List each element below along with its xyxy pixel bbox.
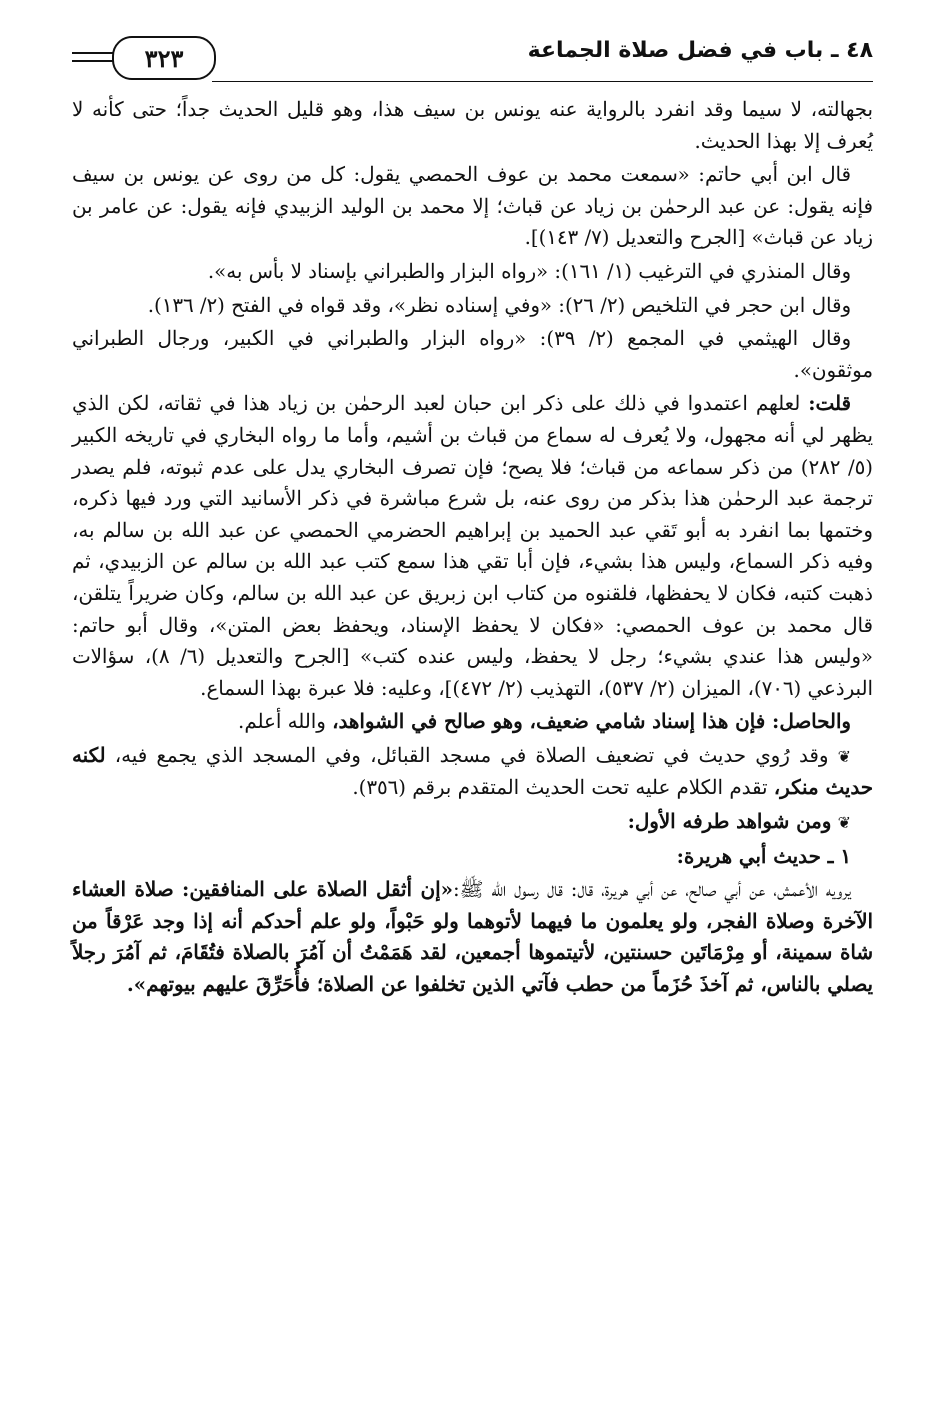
- paragraph-text: يرويه الأعمش، عن أبي صالح، عن أبي هريرة، قال: قال رسول الله ﷺ:: [452, 878, 851, 902]
- section-heading-text: ومن شواهد طرفه الأول:: [627, 809, 832, 834]
- paragraph-text: وقال الهيثمي في المجمع (٢/ ٣٩): «رواه البزار والطبراني في الكبير، ورجال الطبراني موثقون».: [72, 327, 873, 382]
- paragraph: [72, 256, 873, 288]
- paragraph-text: والله أعلم.: [238, 710, 326, 734]
- paragraph: [72, 94, 873, 157]
- paragraph: [72, 874, 873, 1000]
- paragraph-text: لعلهم اعتمدوا في ذلك على ذكر ابن حبان لعبد الرحمٰن بن زياد هذا في ثقاته، لكن الذي يظهر لي أنه مجهول، ولا يُعرف له سماع من قباث بن أشيم، وأما ما رواه البخاري في تاريخه الكبير (٥/ ٢٨٢) من ذكر سماعه من قباث؛ فلا يصح؛ فإن تصرف البخاري يدل على عدم ثبوته، فلم يصدر ترجمة عبد الرحمٰن هذا بذكر من روى عنه، بل شرع مباشرة في ذكر الأسانيد التي ورد فيها ذكره، وختمها بما انفرد به أبو تَقي عبد الحميد بن إبراهيم الحضرمي الحمصي عن عبد الله بن سالم به، وفيه ذكر السماع، وليس هذا بشيء، فإن أبا تقي هذا سمع كتب عبد الله بن سالم عن الزبيدي، ثم ذهبت كتبه، فكان لا يحفظها، فلقنوه من كتاب ابن زبريق عن عبد الله بن سالم، وكان ضريراً يتلقن، قال محمد بن عوف الحمصي: «فكان لا يحفظ الإسناد، ويحفظ بعض المتن»، وقال أبو حاتم: «وليس هذا عندي بشيء؛ رجل لا يحفظ، وليس عنده كتب» [الجرح والتعديل (٦/ ٨)، سؤالات البرذعي (٧٠٦)، الميزان (٢/ ٥٣٧)، التهذيب (٢/ ٤٧٢)]، وعليه: فلا عبرة بهذا السماع.: [72, 392, 874, 700]
- paragraph: [72, 706, 873, 738]
- subsection-heading: [72, 841, 873, 873]
- paragraph-text: بجهالته، لا سيما وقد انفرد بالرواية عنه يونس بن سيف هذا، وهو قليل الحديث جداً؛ حتى كأنه لا يُعرف إلا بهذا الحديث.: [72, 98, 873, 153]
- paragraph-text: وقال المنذري في الترغيب (١/ ١٦١): «رواه البزار والطبراني بإسناد لا بأس به».: [207, 259, 851, 283]
- header-rule: [212, 81, 873, 82]
- paragraph-text: قال ابن أبي حاتم: «سمعت محمد بن عوف الحمصي يقول: كل من روى عن يونس بن سيف فإنه يقول: عن عبد الرحمٰن بن زياد عن قباث؛ إلا محمد بن الوليد الزبيدي فإنه يقول: عن عامر بن زياد عن قباث» [الجرح والتعديل (٧/ ١٤٣)].: [72, 163, 873, 250]
- hadith-text: «إن أثقل الصلاة على المنافقين: صلاة العشاء الآخرة وصلاة الفجر، ولو يعلمون ما فيهما لأتوهما ولو حَبْواً، ولو علم أحدكم أنه إذا وجد عَرْقاً من شاة سمينة، أو مِرْمَاتَين حسنتين، لأتيتموها أجمعين، لقد هَمَمْتُ أن آمُرَ بالصلاة فتُقَامَ، ثم آمُرَ رجلاً يصلي بالناس، ثم آخذَ حُزَماً من حطب فآتي الذين تخلفوا عن الصلاة؛ فأُحَرِّقَ عليهم بيوتهم».: [72, 877, 873, 997]
- leaf-icon: ❦: [837, 746, 852, 766]
- paragraph: [72, 388, 873, 704]
- paragraph: [72, 290, 873, 322]
- paragraph-text: تقدم الكلام عليه تحت الحديث المتقدم برقم (٣٥٦).: [352, 776, 768, 800]
- paragraph-lead: والحاصل: فإن هذا إسناد شامي ضعيف، وهو صالح في الشواهد،: [332, 709, 851, 734]
- header-ornament-line: [72, 52, 114, 54]
- section-heading: [72, 806, 873, 839]
- running-title: ٤٨ ـ باب في فضل صلاة الجماعة: [527, 38, 873, 63]
- paragraph-text: وقال ابن حجر في التلخيص (٢/ ٢٦): «وفي إسناده نظر»، وقد قواه في الفتح (٢/ ١٣٦).: [147, 293, 851, 317]
- paragraph: [72, 740, 873, 804]
- paragraph-lead: قلت:: [808, 391, 851, 416]
- page-number: ٣٢٣: [112, 36, 216, 80]
- header-ornament-line: [72, 60, 114, 62]
- paragraph-emphasis: لكنه حديث منكر،: [72, 742, 873, 800]
- paragraph-text: وقد رُوي حديث في تضعيف الصلاة في مسجد القبائل، وفي المسجد الذي يجمع فيه،: [114, 743, 829, 767]
- subsection-heading-text: ١ ـ حديث أبي هريرة:: [676, 843, 851, 868]
- paragraph: [72, 323, 873, 386]
- page-header: [72, 28, 873, 88]
- paragraph: [72, 159, 873, 254]
- leaf-icon: ❦: [837, 813, 851, 833]
- page-body: [72, 94, 873, 1003]
